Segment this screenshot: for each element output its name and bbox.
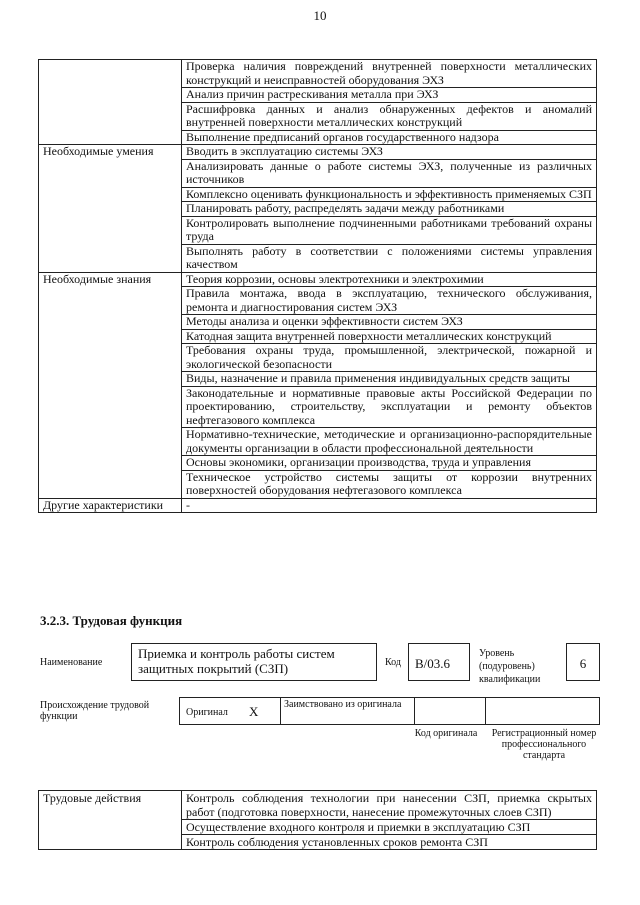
row-text: Проверка наличия повреждений внутренней поверхности металлических конструкций и неисправностей оборудования ЭХЗ (182, 60, 597, 88)
row-text: Вводить в эксплуатацию системы ЭХЗ (182, 145, 597, 160)
row-text: Контроль соблюдения технологии при нанесении СЗП, приемка скрытых работ (подготовка поверхности, нанесение промежуточных слоев СЗП) (182, 791, 597, 820)
level-value: 6 (566, 643, 600, 681)
skills-label: Необходимые умения (39, 145, 182, 273)
labor-actions-table (38, 790, 597, 850)
other-label: Другие характеристики (39, 498, 182, 513)
row-text: Анализировать данные о работе системы ЭХЗ, полученные из различных источников (182, 159, 597, 187)
table-row (39, 60, 597, 88)
row-text: Контроль соблюдения установленных сроков ремонта СЗП (182, 835, 597, 850)
row-text: Контролировать выполнение подчиненными работниками требований охраны труда (182, 216, 597, 244)
table-row (39, 498, 597, 513)
row-text: Требования охраны труда, промышленной, электрической, пожарной и экологической безопасности (182, 344, 597, 372)
row-text: Осуществление входного контроля и приемки в эксплуатацию СЗП (182, 820, 597, 835)
level-label: Уровень (подуровень) квалификации (479, 648, 541, 685)
row-text: Техническое устройство системы защиты от коррозии внутренних поверхностей оборудования нефтегазового комплекса (182, 470, 597, 498)
requirements-table (38, 59, 597, 513)
labor-actions-label: Трудовые действия (39, 791, 182, 850)
origin-label: Происхождение трудовой функции (40, 700, 150, 722)
knowledge-label: Необходимые знания (39, 272, 182, 498)
table-row (39, 791, 597, 820)
name-value: Приемка и контроль работы систем защитных покрытий (СЗП) (131, 643, 377, 681)
row-text: Планировать работу, распределять задачи между работниками (182, 202, 597, 217)
origin-row (179, 697, 600, 725)
row-label (39, 60, 182, 145)
row-text: Правила монтажа, ввода в эксплуатацию, технического обслуживания, ремонта и диагностирования систем ЭХЗ (182, 287, 597, 315)
original-label: Оригинал (186, 707, 228, 718)
table-row (39, 272, 597, 287)
row-text: Теория коррозии, основы электротехники и электрохимии (182, 272, 597, 287)
row-text: Нормативно-технические, методические и организационно-распорядительные документы организации в области профессиональной деятельности (182, 428, 597, 456)
row-text: Основы экономики, организации производства, труда и управления (182, 456, 597, 471)
row-text: Виды, назначение и правила применения индивидуальных средств защиты (182, 372, 597, 387)
section-title: 3.2.3. Трудовая функция (40, 613, 183, 628)
row-text: Расшифровка данных и анализ обнаруженных дефектов и аномалий внутренней поверхности металлических конструкций (182, 102, 597, 130)
name-label: Наименование (40, 657, 103, 668)
code-label: Код (385, 657, 401, 668)
row-text: Анализ причин растрескивания металла при ЭХЗ (182, 88, 597, 103)
row-text: Выполнять работу в соответствии с положениями системы управления качеством (182, 244, 597, 272)
original-mark: X (249, 704, 259, 719)
reg-number-cell (485, 698, 599, 724)
table-row (39, 145, 597, 160)
reg-caption: Регистрационный номер профессионального стандарта (491, 728, 597, 761)
code-caption: Код оригинала (414, 728, 478, 739)
page-number: 10 (313, 8, 327, 23)
borrowed-label: Заимствовано из оригинала (284, 699, 402, 710)
original-cell (180, 698, 281, 724)
row-text: Комплексно оценивать функциональность и эффективность применяемых СЗП (182, 187, 597, 202)
row-text: Законодательные и нормативные правовые акты Российской Федерации по проектированию, строительству, эксплуатации и ремонту объектов нефтегазового комплекса (182, 386, 597, 428)
code-original-cell (414, 698, 486, 724)
row-text: - (182, 498, 597, 513)
row-text: Катодная защита внутренней поверхности металлических конструкций (182, 329, 597, 344)
row-text: Методы анализа и оценки эффективности систем ЭХЗ (182, 315, 597, 330)
row-text: Выполнение предписаний органов государственного надзора (182, 130, 597, 145)
code-value: В/03.6 (408, 643, 470, 681)
